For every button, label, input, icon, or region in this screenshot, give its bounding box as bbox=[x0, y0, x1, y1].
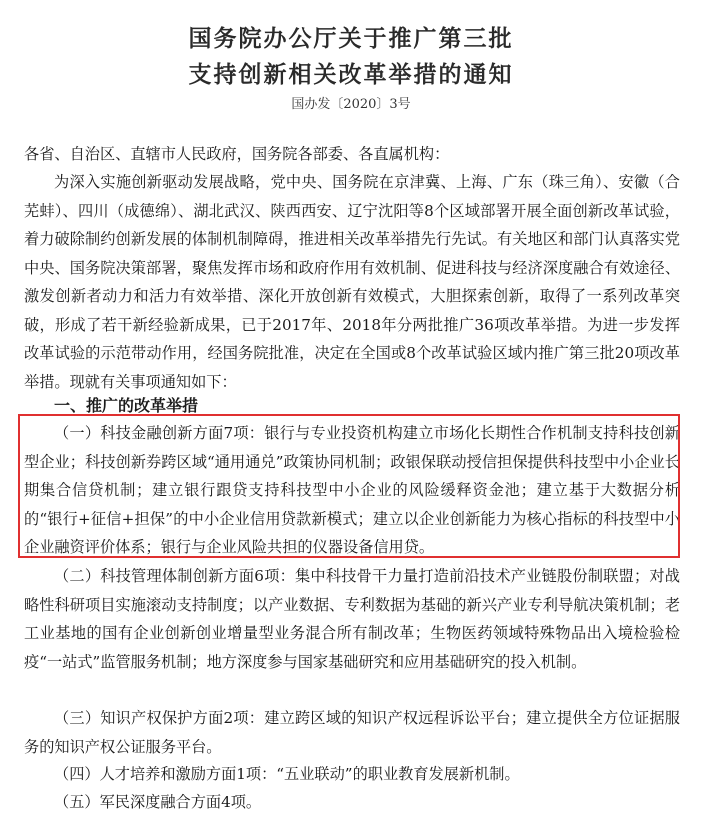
section-heading: 一、推广的改革举措 bbox=[54, 396, 199, 415]
measure-item-finance: （一）科技金融创新方面7项：银行与专业投资机构建立市场化长期性合作机制支持科技创新型企业；科技创新券跨区域“通用通兑”政策协同机制；政银保联动授信担保提供科技型中小企业长期集合信贷机制；建立银行跟贷支持科技型中小企业的风险缓释资金池；建立基于大数据分析的“银行+征信+担保”的中小企业信用贷款新模式；建立以企业创新能力为核心指标的科技型中小企业融资评价体系；银行与企业风险共担的仪器设备信用贷。 bbox=[24, 424, 680, 556]
highlight-box bbox=[18, 414, 680, 558]
intro-paragraph: 为深入实施创新驱动发展战略，党中央、国务院在京津冀、上海、广东（珠三角）、安徽（合芜蚌）、四川（成德绵）、湖北武汉、陕西西安、辽宁沈阳等8个区域部署开展全面创新改革试验，着力破除制约创新发展的体制机制障碍，推进相关改革举措先行先试。有关地区和部门认真落实党中央、国务院决策部署，聚焦发挥市场和政府作用有效机制、促进科技与经济深度融合有效途径、激发创新者动力和活力有效举措、深化开放创新有效模式，大胆探索创新，取得了一系列改革突破，形成了若干新经验新成果，已于2017年、2018年分两批推广36项改革举措。为进一步发挥改革试验的示范带动作用，经国务院批准，决定在全国或8个改革试验区域内推广第三批20项改革举措。现就有关事项通知如下： bbox=[24, 173, 680, 391]
measure-item-management: （二）科技管理体制创新方面6项：集中科技骨干力量打造前沿技术产业链股份制联盟；对战略性科研项目实施滚动支持制度；以产业数据、专利数据为基础的新兴产业专利导航决策机制；老工业基地的国有企业创新创业增量型业务混合所有制改革；生物医药领域特殊物品出入境检验检疫“一站式”监管服务机制；地方深度参与国家基础研究和应用基础研究的投入机制。 bbox=[24, 567, 680, 671]
measure-item-ip: （三）知识产权保护方面2项：建立跨区域的知识产权远程诉讼平台；建立提供全方位证据服务的知识产权公证服务平台。 bbox=[24, 709, 680, 756]
document-title-line2: 支持创新相关改革举措的通知 bbox=[188, 61, 514, 88]
salutation: 各省、自治区、直辖市人民政府，国务院各部委、各直属机构： bbox=[24, 145, 450, 163]
document-title-line1: 国务院办公厅关于推广第三批 bbox=[188, 25, 514, 52]
measure-item-talent: （四）人才培养和激励方面1项：“五业联动”的职业教育发展新机制。 bbox=[54, 765, 520, 783]
document-number: 国办发〔2020〕3号 bbox=[291, 97, 411, 112]
measure-item-military: （五）军民深度融合方面4项。 bbox=[54, 793, 262, 811]
